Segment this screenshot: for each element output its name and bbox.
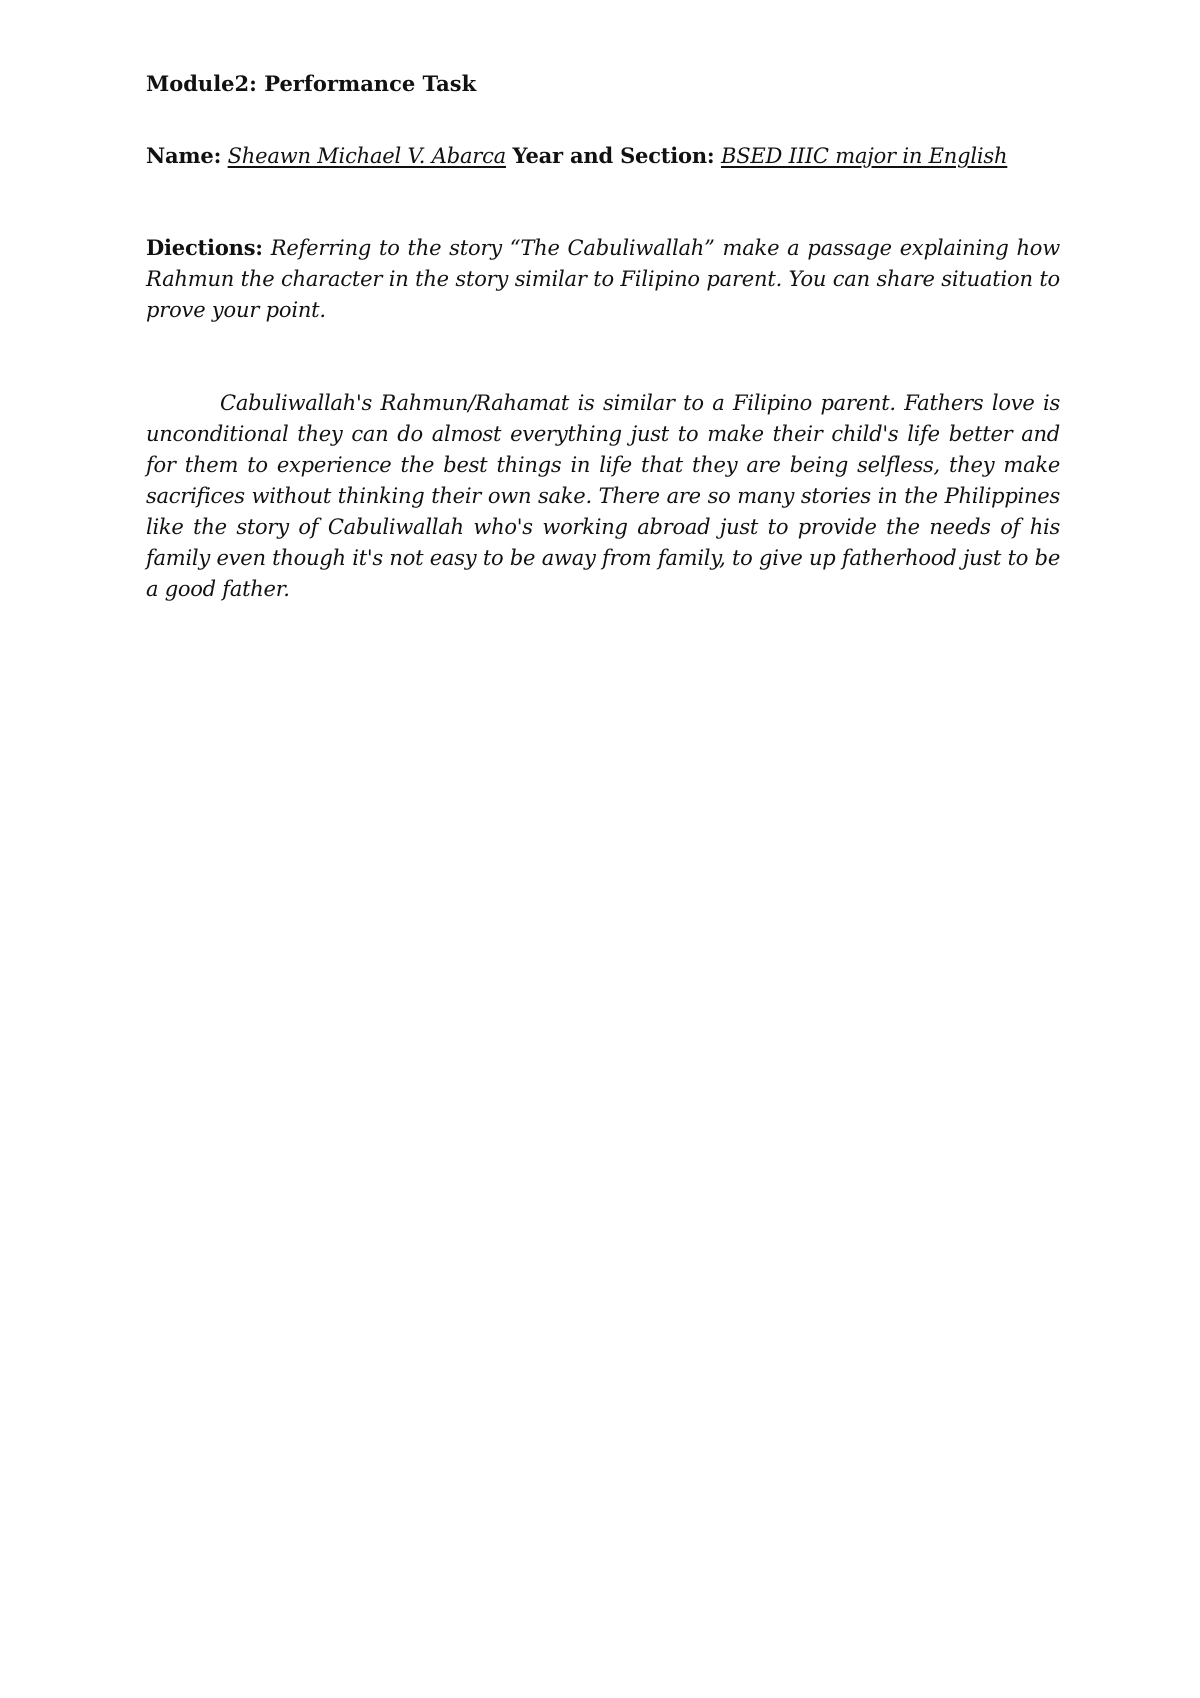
year-section-value: BSED IIIC major in English xyxy=(720,144,1008,168)
directions-label: Diections: xyxy=(146,235,263,260)
answer-passage: Cabuliwallah's Rahmun/Rahamat is similar to a Filipino parent. Fathers love is unconditional they can do almost everything just to make their child's life better and for them to experience the best things in life that they are being selfless, they make sacrifices without thinking their own sake. There are so many stories in the Philippines like the story of Cabuliwallah who's working abroad just to provide the needs of his family even though it's not easy to be away from family, to give up fatherhood just to be a good father. xyxy=(146,391,1060,601)
student-info-line xyxy=(146,142,1060,170)
student-name: Sheawn Michael V. Abarca xyxy=(227,144,506,168)
directions-text: Referring to the story “The Cabuliwallah” make a passage explaining how Rahmun the character in the story similar to Filipino parent. You can share situation to prove your point. xyxy=(146,236,1060,322)
name-label: Name: xyxy=(146,143,222,168)
document-title: Module2: Performance Task xyxy=(146,71,477,96)
document-content xyxy=(146,70,1060,605)
section-label: Year and Section: xyxy=(512,143,715,168)
directions-paragraph xyxy=(146,232,1060,326)
